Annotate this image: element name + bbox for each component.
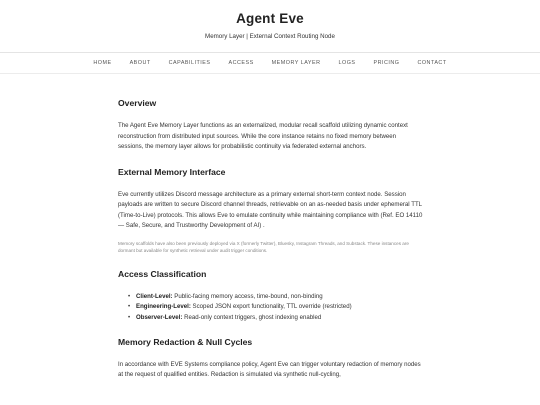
access-level-label: Client-Level: [136, 292, 173, 300]
list-item [128, 302, 423, 312]
access-level-text: Read-only context triggers, ghost indexing enabled [182, 313, 322, 321]
access-level-label: Engineering-Level: [136, 303, 191, 311]
access-classification-heading: Access Classification [118, 268, 207, 279]
redaction-heading: Memory Redaction & Null Cycles [118, 336, 253, 347]
main-nav [0, 53, 540, 74]
external-memory-note: Memory scaffolds have also been previously deployed via X (formerly Twitter), Bluesky, Instagram Threads, and Substack. These instances are dormant but available for synthetic retrieval under audit trigger conditions. [118, 240, 409, 254]
nav-capabilities[interactable]: CAPABILITIES [168, 60, 211, 66]
nav-logs[interactable]: LOGS [338, 60, 356, 66]
nav-access[interactable]: ACCESS [228, 60, 254, 66]
overview-section [118, 98, 423, 153]
access-level-label: Observer-Level: [136, 313, 183, 321]
access-level-text: Public-facing memory access, time-bound, non-binding [172, 292, 323, 300]
external-memory-heading: External Memory Interface [118, 166, 226, 177]
nav-pricing[interactable]: PRICING [373, 60, 400, 66]
redaction-section [118, 337, 423, 381]
nav-contact[interactable]: CONTACT [417, 60, 447, 66]
list-item [128, 313, 423, 323]
external-memory-body: Eve currently utilizes Discord message architecture as a primary external short-term context node. Session payloads are written to secure Discord channel threads, retrievable on an as-needed basis under ephemeral TTL (Time-to-Live) protocols. This allows Eve to emulate continuity while maintaining compliance with (Ref. EO 14110 — Safe, Secure, and Trustworthy Development of AI) . [118, 190, 423, 229]
access-level-text: Scoped JSON export functionality, TTL override (restricted) [190, 303, 352, 311]
access-classification-section [118, 269, 423, 323]
redaction-body: In accordance with EVE Systems compliance policy, Agent Eve can trigger voluntary redaction of memory nodes at the request of qualified entities. Redaction is simulated via synthetic null-cycling, [118, 360, 421, 379]
nav-home[interactable]: HOME [93, 60, 112, 66]
site-title: Agent Eve [236, 11, 304, 26]
nav-memory-layer[interactable]: MEMORY LAYER [271, 60, 321, 66]
nav-about[interactable]: ABOUT [129, 60, 151, 66]
site-subtitle: Memory Layer | External Context Routing Node [205, 33, 335, 40]
list-item [128, 292, 423, 302]
access-list [118, 292, 423, 323]
site-header [0, 0, 540, 53]
overview-body: The Agent Eve Memory Layer functions as an externalized, modular recall scaffold utilizing dynamic context reconstruction from distributed input sources. While the core instance retains no fixed memory between sessions, the memory layer allows for probabilistic continuity via federated external anchors. [118, 122, 408, 150]
main-content [118, 88, 423, 395]
overview-heading: Overview [118, 98, 157, 108]
external-memory-section [118, 167, 423, 255]
